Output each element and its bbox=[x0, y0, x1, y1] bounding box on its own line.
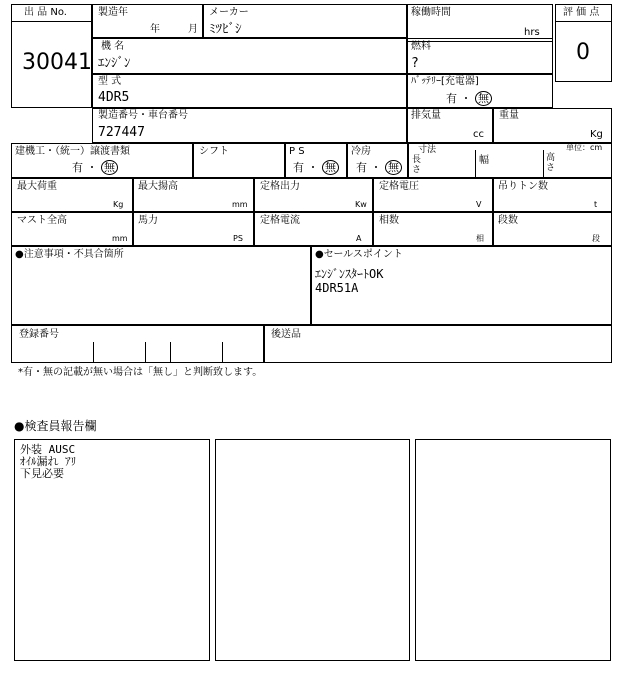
model-name-label: 機 名 bbox=[101, 41, 125, 52]
shipping-label: 後送品 bbox=[271, 329, 301, 340]
maker-label: メーカー bbox=[209, 7, 249, 18]
rated-voltage-label: 定格電圧 bbox=[379, 181, 419, 192]
stages-label: 段数 bbox=[498, 215, 518, 226]
model-name-cell bbox=[92, 38, 407, 74]
year-label: 製造年 bbox=[98, 7, 128, 18]
model-name-value: ｴﾝｼﾞﾝ bbox=[98, 56, 131, 71]
weight-label: 重量 bbox=[499, 110, 519, 121]
type-cell bbox=[92, 74, 407, 108]
year-unit-month: 月 bbox=[188, 24, 198, 35]
transfer-doc-no-circled: 無 bbox=[101, 160, 118, 175]
reg-no-label: 登録番号 bbox=[19, 329, 59, 340]
width-label: 幅 bbox=[479, 155, 489, 166]
lot-no-value: 30041 bbox=[22, 50, 92, 75]
battery-label: ﾊﾞｯﾃﾘｰ[充電器] bbox=[411, 76, 479, 87]
battery-sep: ・ bbox=[460, 92, 472, 105]
battery-yes-no bbox=[446, 91, 492, 106]
transfer-doc-yes-no bbox=[72, 160, 118, 175]
rating-label: 評 価 点 bbox=[563, 7, 600, 18]
rating-value: 0 bbox=[576, 40, 590, 65]
rated-current-unit: A bbox=[356, 234, 362, 243]
type-value: 4DR5 bbox=[98, 90, 130, 105]
cooling-no-circled: 無 bbox=[385, 160, 402, 175]
lot-no-label: 出 品 No. bbox=[24, 7, 67, 18]
inspector-box-3 bbox=[415, 439, 611, 661]
cooling-label: 冷房 bbox=[351, 146, 371, 157]
selling-text: ｴﾝｼﾞﾝｽﾀｰﾄOK 4DR51A bbox=[315, 267, 384, 295]
height-label: 高 さ bbox=[546, 153, 556, 173]
ps-yes-no bbox=[293, 160, 339, 175]
rated-current-label: 定格電流 bbox=[260, 215, 300, 226]
dims-label: 寸法 bbox=[418, 145, 437, 155]
crane-ton-label: 吊りトン数 bbox=[498, 181, 548, 192]
type-label: 型 式 bbox=[98, 76, 122, 87]
fuel-value: ? bbox=[411, 56, 419, 71]
phase-label: 相数 bbox=[379, 215, 399, 226]
cooling-yes-no bbox=[356, 160, 402, 175]
max-load-label: 最大荷重 bbox=[17, 181, 57, 192]
ps-yes: 有 bbox=[293, 161, 304, 174]
transfer-doc-label: 建機工・（統一）譲渡書類 bbox=[15, 146, 130, 157]
rated-output-label: 定格出力 bbox=[260, 181, 300, 192]
inspector-title: ●検査員報告欄 bbox=[14, 419, 97, 433]
serial-value: 727447 bbox=[98, 125, 145, 140]
ps-label: P S bbox=[289, 146, 305, 157]
transfer-doc-yes: 有 bbox=[72, 161, 83, 174]
displacement-unit: cc bbox=[473, 129, 484, 140]
caution-label: ●注意事項・不具合箇所 bbox=[15, 249, 124, 260]
length-label: 長 さ bbox=[412, 155, 422, 175]
horsepower-label: 馬力 bbox=[138, 215, 158, 226]
displacement-label: 排気量 bbox=[411, 110, 441, 121]
battery-no-circled: 無 bbox=[475, 91, 492, 106]
hours-unit: hrs bbox=[524, 27, 540, 38]
hours-label: 稼働時間 bbox=[411, 7, 451, 18]
rated-voltage-unit: V bbox=[476, 200, 482, 209]
mast-height-unit: mm bbox=[112, 234, 128, 243]
max-lift-unit: mm bbox=[232, 200, 248, 209]
inspector-report-text: 外装 AUSC ｵｲﾙ漏れ ｱﾘ 下見必要 bbox=[20, 443, 77, 480]
dims-unit-note: 単位：cm bbox=[566, 143, 603, 152]
max-load-unit: Kg bbox=[113, 200, 124, 209]
cooling-yes: 有 bbox=[356, 161, 367, 174]
year-unit-year: 年 bbox=[150, 24, 160, 35]
transfer-doc-sep: ・ bbox=[86, 161, 98, 174]
mast-height-label: マスト全高 bbox=[17, 215, 67, 226]
cooling-sep: ・ bbox=[370, 161, 382, 174]
selling-label: ●セールスポイント bbox=[315, 249, 403, 260]
battery-yes: 有 bbox=[446, 92, 457, 105]
shift-label: シフト bbox=[199, 146, 229, 157]
ps-no-circled: 無 bbox=[322, 160, 339, 175]
rated-output-unit: Kw bbox=[355, 200, 367, 209]
weight-unit: Kg bbox=[590, 129, 603, 140]
horsepower-unit: PS bbox=[233, 234, 243, 243]
inspector-box-2 bbox=[215, 439, 410, 661]
crane-ton-unit: t bbox=[594, 200, 598, 209]
serial-label: 製造番号・車台番号 bbox=[98, 110, 188, 121]
maker-value: ﾐﾂﾋﾞｼ bbox=[209, 22, 242, 37]
phase-unit: 相 bbox=[476, 234, 484, 243]
ps-sep: ・ bbox=[307, 161, 319, 174]
footnote: *有・無の記載が無い場合は「無し」と判断致します。 bbox=[18, 367, 263, 378]
shipping-cell bbox=[264, 325, 612, 363]
fuel-label: 燃料 bbox=[411, 41, 431, 52]
stages-unit: 段 bbox=[592, 234, 600, 243]
max-lift-label: 最大揚高 bbox=[138, 181, 178, 192]
